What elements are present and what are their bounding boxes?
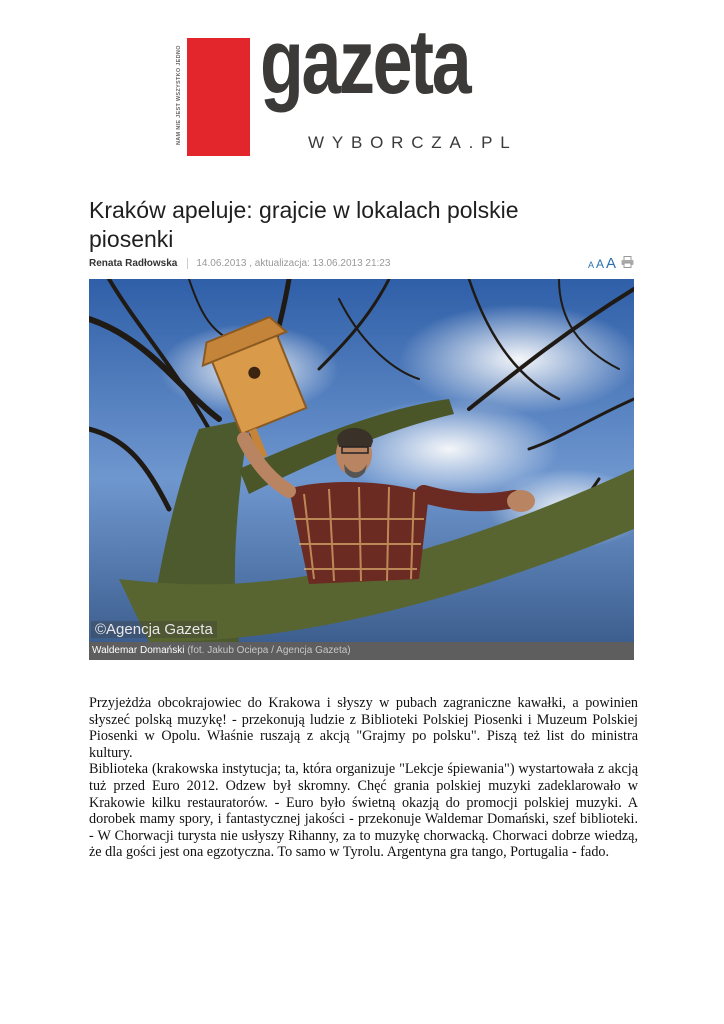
photo-caption [89,642,634,660]
update-date: , aktualizacja: 13.06.2013 21:23 [249,258,391,269]
font-large-button[interactable]: A [605,255,616,272]
caption-name: Waldemar Domański [92,645,185,656]
gazeta-wyborcza-logo[interactable] [176,11,528,160]
font-medium-button[interactable]: A [595,257,604,271]
photo-illustration [89,279,634,642]
print-icon[interactable] [621,256,634,268]
paragraph: Przyjeżdża obcokrajowiec do Krakowa i słyszy w pubach zagraniczne kawałki, a powinien słyszeć polską muzykę! - przekonują ludzie z Biblioteki Polskiej Piosenki i Muzeum Polskiej Piosenki w Opolu. Właśnie ruszają z akcją "Grajmy po polsku". Piszą też list do ministra kultury. [89,695,638,761]
article-meta [89,256,634,272]
article-body [89,695,638,861]
author-name[interactable]: Renata Radłowska [89,258,178,269]
meta-divider [187,258,188,269]
publish-date: 14.06.2013 [196,258,247,269]
article-photo[interactable] [89,279,634,642]
article-title: Kraków apeluje: grajcie w lokalach polskie piosenki [89,197,519,252]
font-size-tools [588,256,634,272]
paragraph: Biblioteka (krakowska instytucja; ta, która organizuje "Lekcje śpiewania") wystartowała z akcją tuż przed Euro 2012. Odzew był skromny. Chęć grania polskiej muzyki zadeklarowało w Krakowie kilku restauratorów. - Euro było świetną okazją do promocji polskiej muzyki. A dorobek mamy spory, i fantastycznej jakości - przekonuje Waldemar Domański, szef biblioteki. - W Chorwacji turysta nie usłyszy Rihanny, za to muzykę chorwacką. Chorwaci dobrze wiedzą, że dla gości jest ona egzotyczna. To samo w Tyrolu. Argentyna gra tango, Portugalia - fado. [89,761,638,861]
logo-wordmark: gazeta [260,11,470,113]
photo-watermark: ©Agencja Gazeta [91,621,217,638]
logo-tagline: NAM NIE JEST WSZYSTKO JEDNO [176,45,182,145]
caption-credit: (fot. Jakub Ociepa / Agencja Gazeta) [187,645,351,656]
logo-red-square [187,38,250,156]
font-small-button[interactable]: A [587,260,594,270]
logo-subtitle: WYBORCZA.PL [308,133,518,152]
